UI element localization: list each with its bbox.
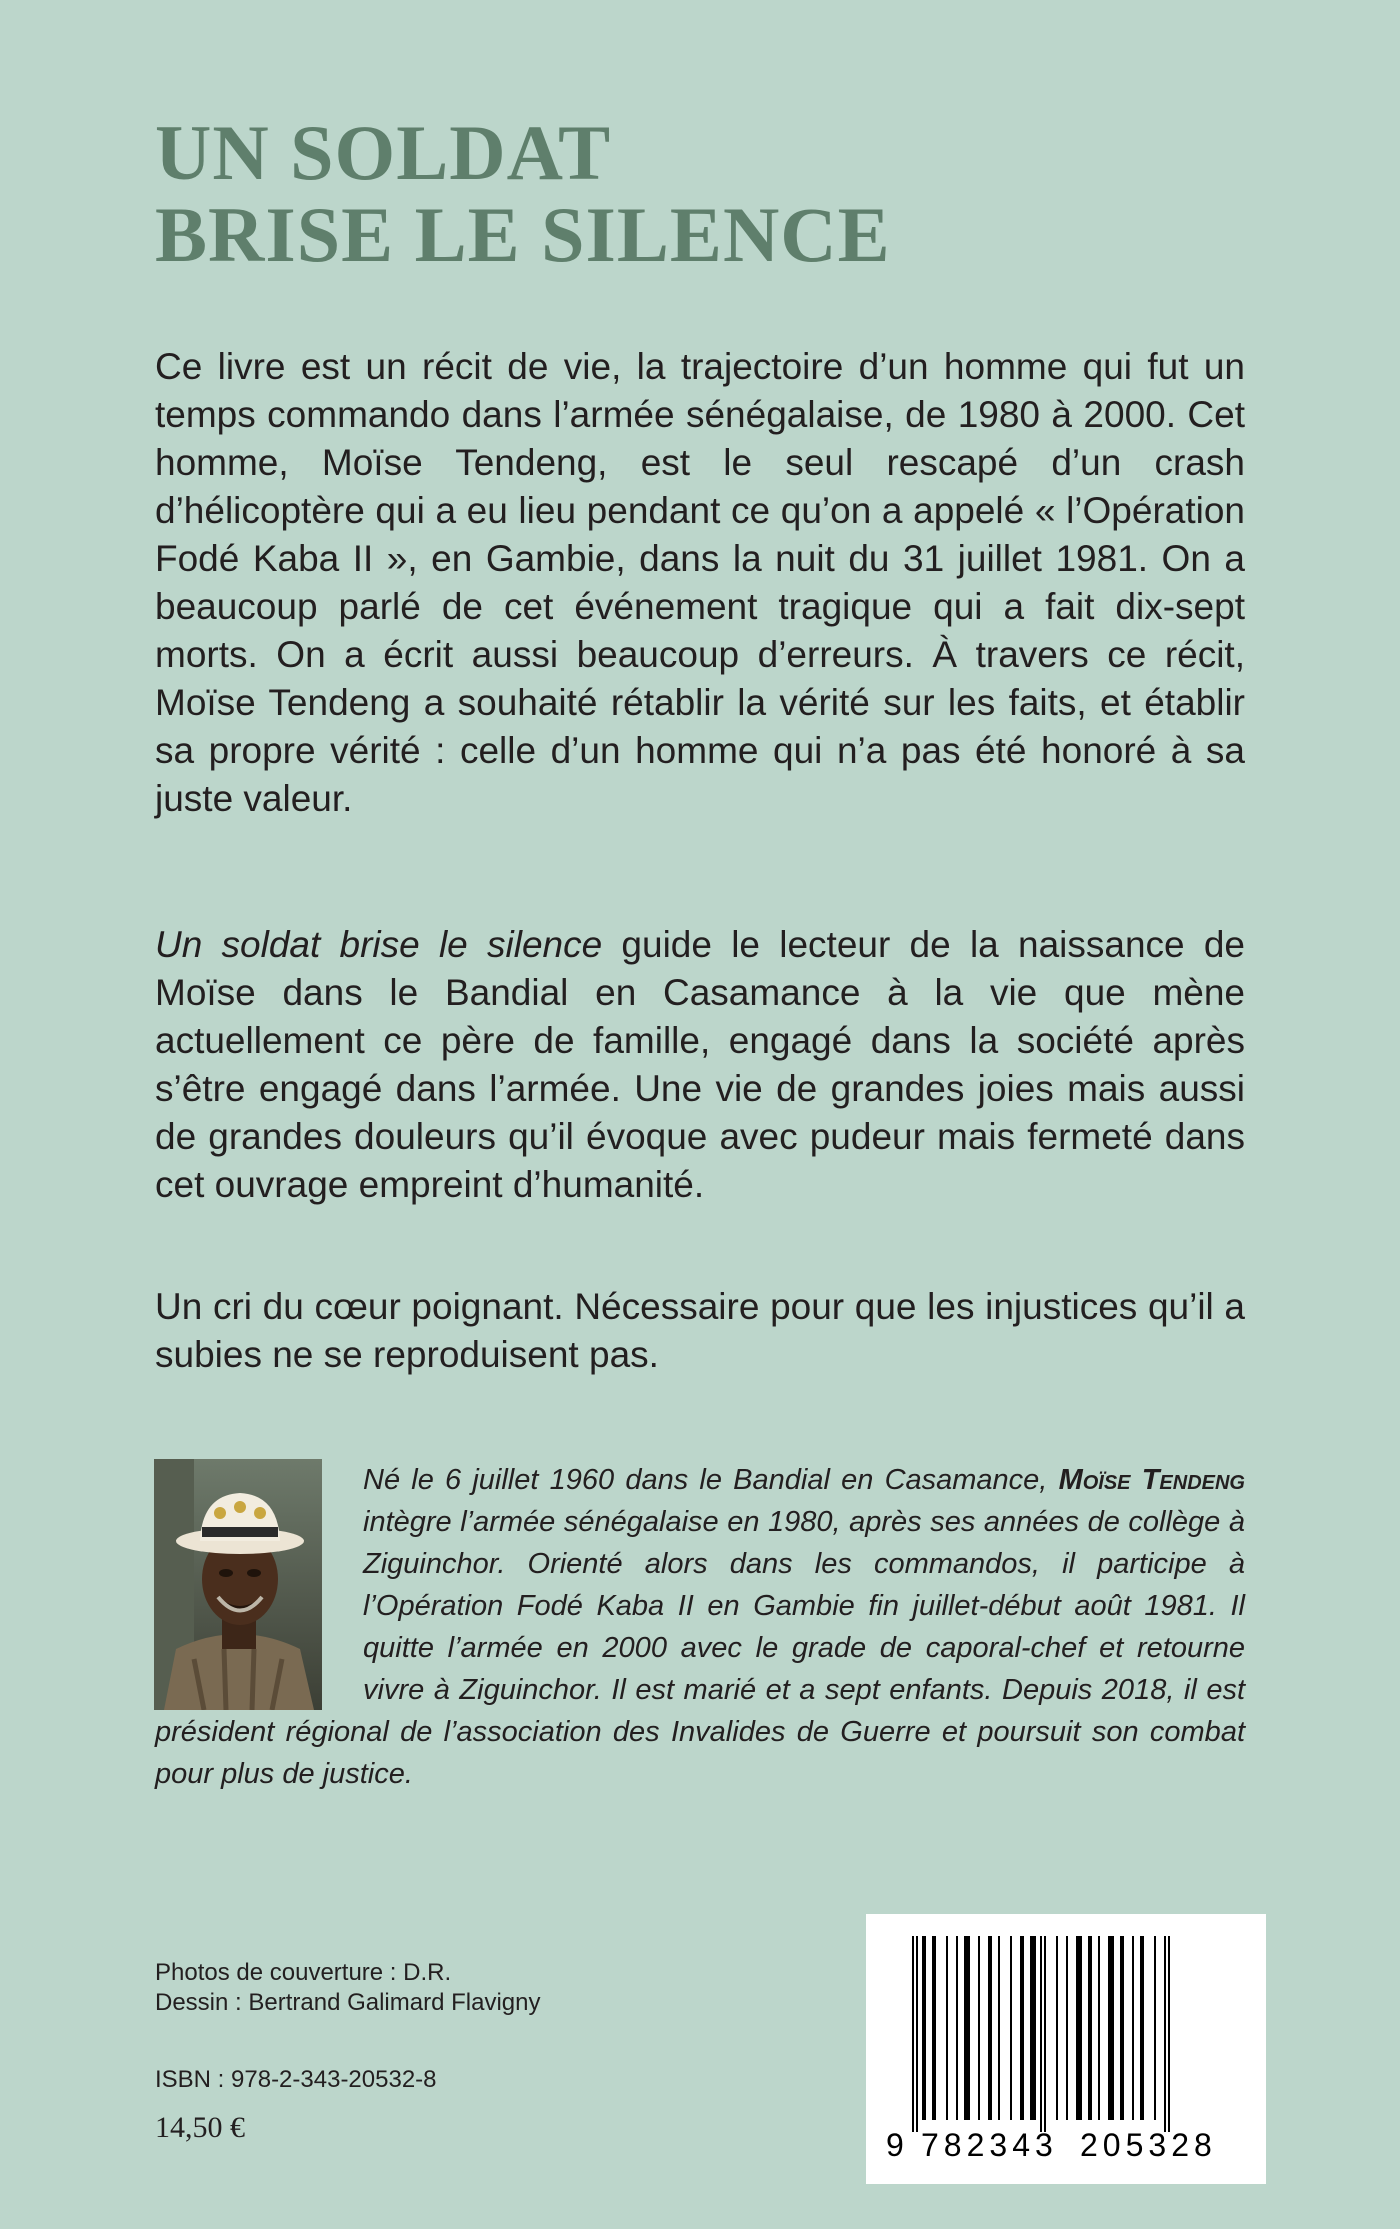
- author-bio-body: intègre l’armée sénégalaise en 1980, après ses années de collège à Ziguinchor. Orienté alors dans les commandos, il participe à l’Opération Fodé Kaba II en Gambie fin juillet-début août 1981. Il quitte l’armée en 2000 avec le grade de caporal-chef et retourne vivre à Ziguinchor. Il est marié et a sept enfants. Depuis 2018, il est président régional de l’association des Invalides de Guerre et poursuit son combat pour plus de justice.: [155, 1506, 1245, 1790]
- book-title-italic: Un soldat brise le silence: [155, 924, 603, 965]
- book-title-line-2: BRISE LE SILENCE: [155, 191, 891, 278]
- barcode-bars: [912, 1936, 1170, 2132]
- drawing-credit: Dessin : Bertrand Galimard Flavigny: [155, 1989, 541, 2016]
- author-name: Moïse Tendeng: [1058, 1464, 1245, 1496]
- blurb-paragraph-3: Un cri du cœur poignant. Nécessaire pour que les injustices qu’il a subies ne se reproduisent pas.: [155, 1286, 1245, 1375]
- book-title: [155, 109, 891, 278]
- author-bio-intro: Né le 6 juillet 1960 dans le Bandial en Casamance,: [363, 1464, 1059, 1496]
- barcode-digit-first: 9: [886, 2127, 904, 2163]
- book-title-line-1: UN SOLDAT: [155, 109, 612, 196]
- photo-credit: Photos de couverture : D.R.: [155, 1959, 452, 1986]
- barcode-digits-left: 782343: [921, 2127, 1058, 2163]
- blurb-paragraph-1: Ce livre est un récit de vie, la trajectoire d’un homme qui fut un temps commando dans l’armée sénégalaise, de 1980 à 2000. Cet homme, Moïse Tendeng, est le seul rescapé d’un crash d’hélicoptère qui a eu lieu pendant ce qu’on a appelé « l’Opération Fodé Kaba II », en Gambie, dans la nuit du 31 juillet 1981. On a beaucoup parlé de cet événement tragique qui a fait dix-sept morts. On a écrit aussi beaucoup d’erreurs. À travers ce récit, Moïse Tendeng a souhaité rétablir la vérité sur les faits, et établir sa propre vérité : celle d’un homme qui n’a pas été honoré à sa juste valeur.: [155, 346, 1245, 819]
- author-photo: [154, 1459, 322, 1710]
- barcode-digits-right: 205328: [1080, 2127, 1217, 2163]
- cover-credits: [155, 1958, 540, 2018]
- isbn: ISBN : 978-2-343-20532-8: [155, 2066, 437, 2093]
- blurb-paragraph-2: [155, 921, 1245, 1209]
- price: 14,50 €: [155, 2111, 245, 2144]
- blurb-paragraph-2-text: guide le lecteur de la naissance de Moïse dans le Bandial en Casamance à la vie que mène actuellement ce père de famille, engagé dans la société après s’être engagé dans l’armée. Une vie de grandes joies mais aussi de grandes douleurs qu’il évoque avec pudeur mais fermeté dans cet ouvrage empreint d’humanité.: [155, 924, 1245, 1205]
- barcode: [866, 1914, 1266, 2184]
